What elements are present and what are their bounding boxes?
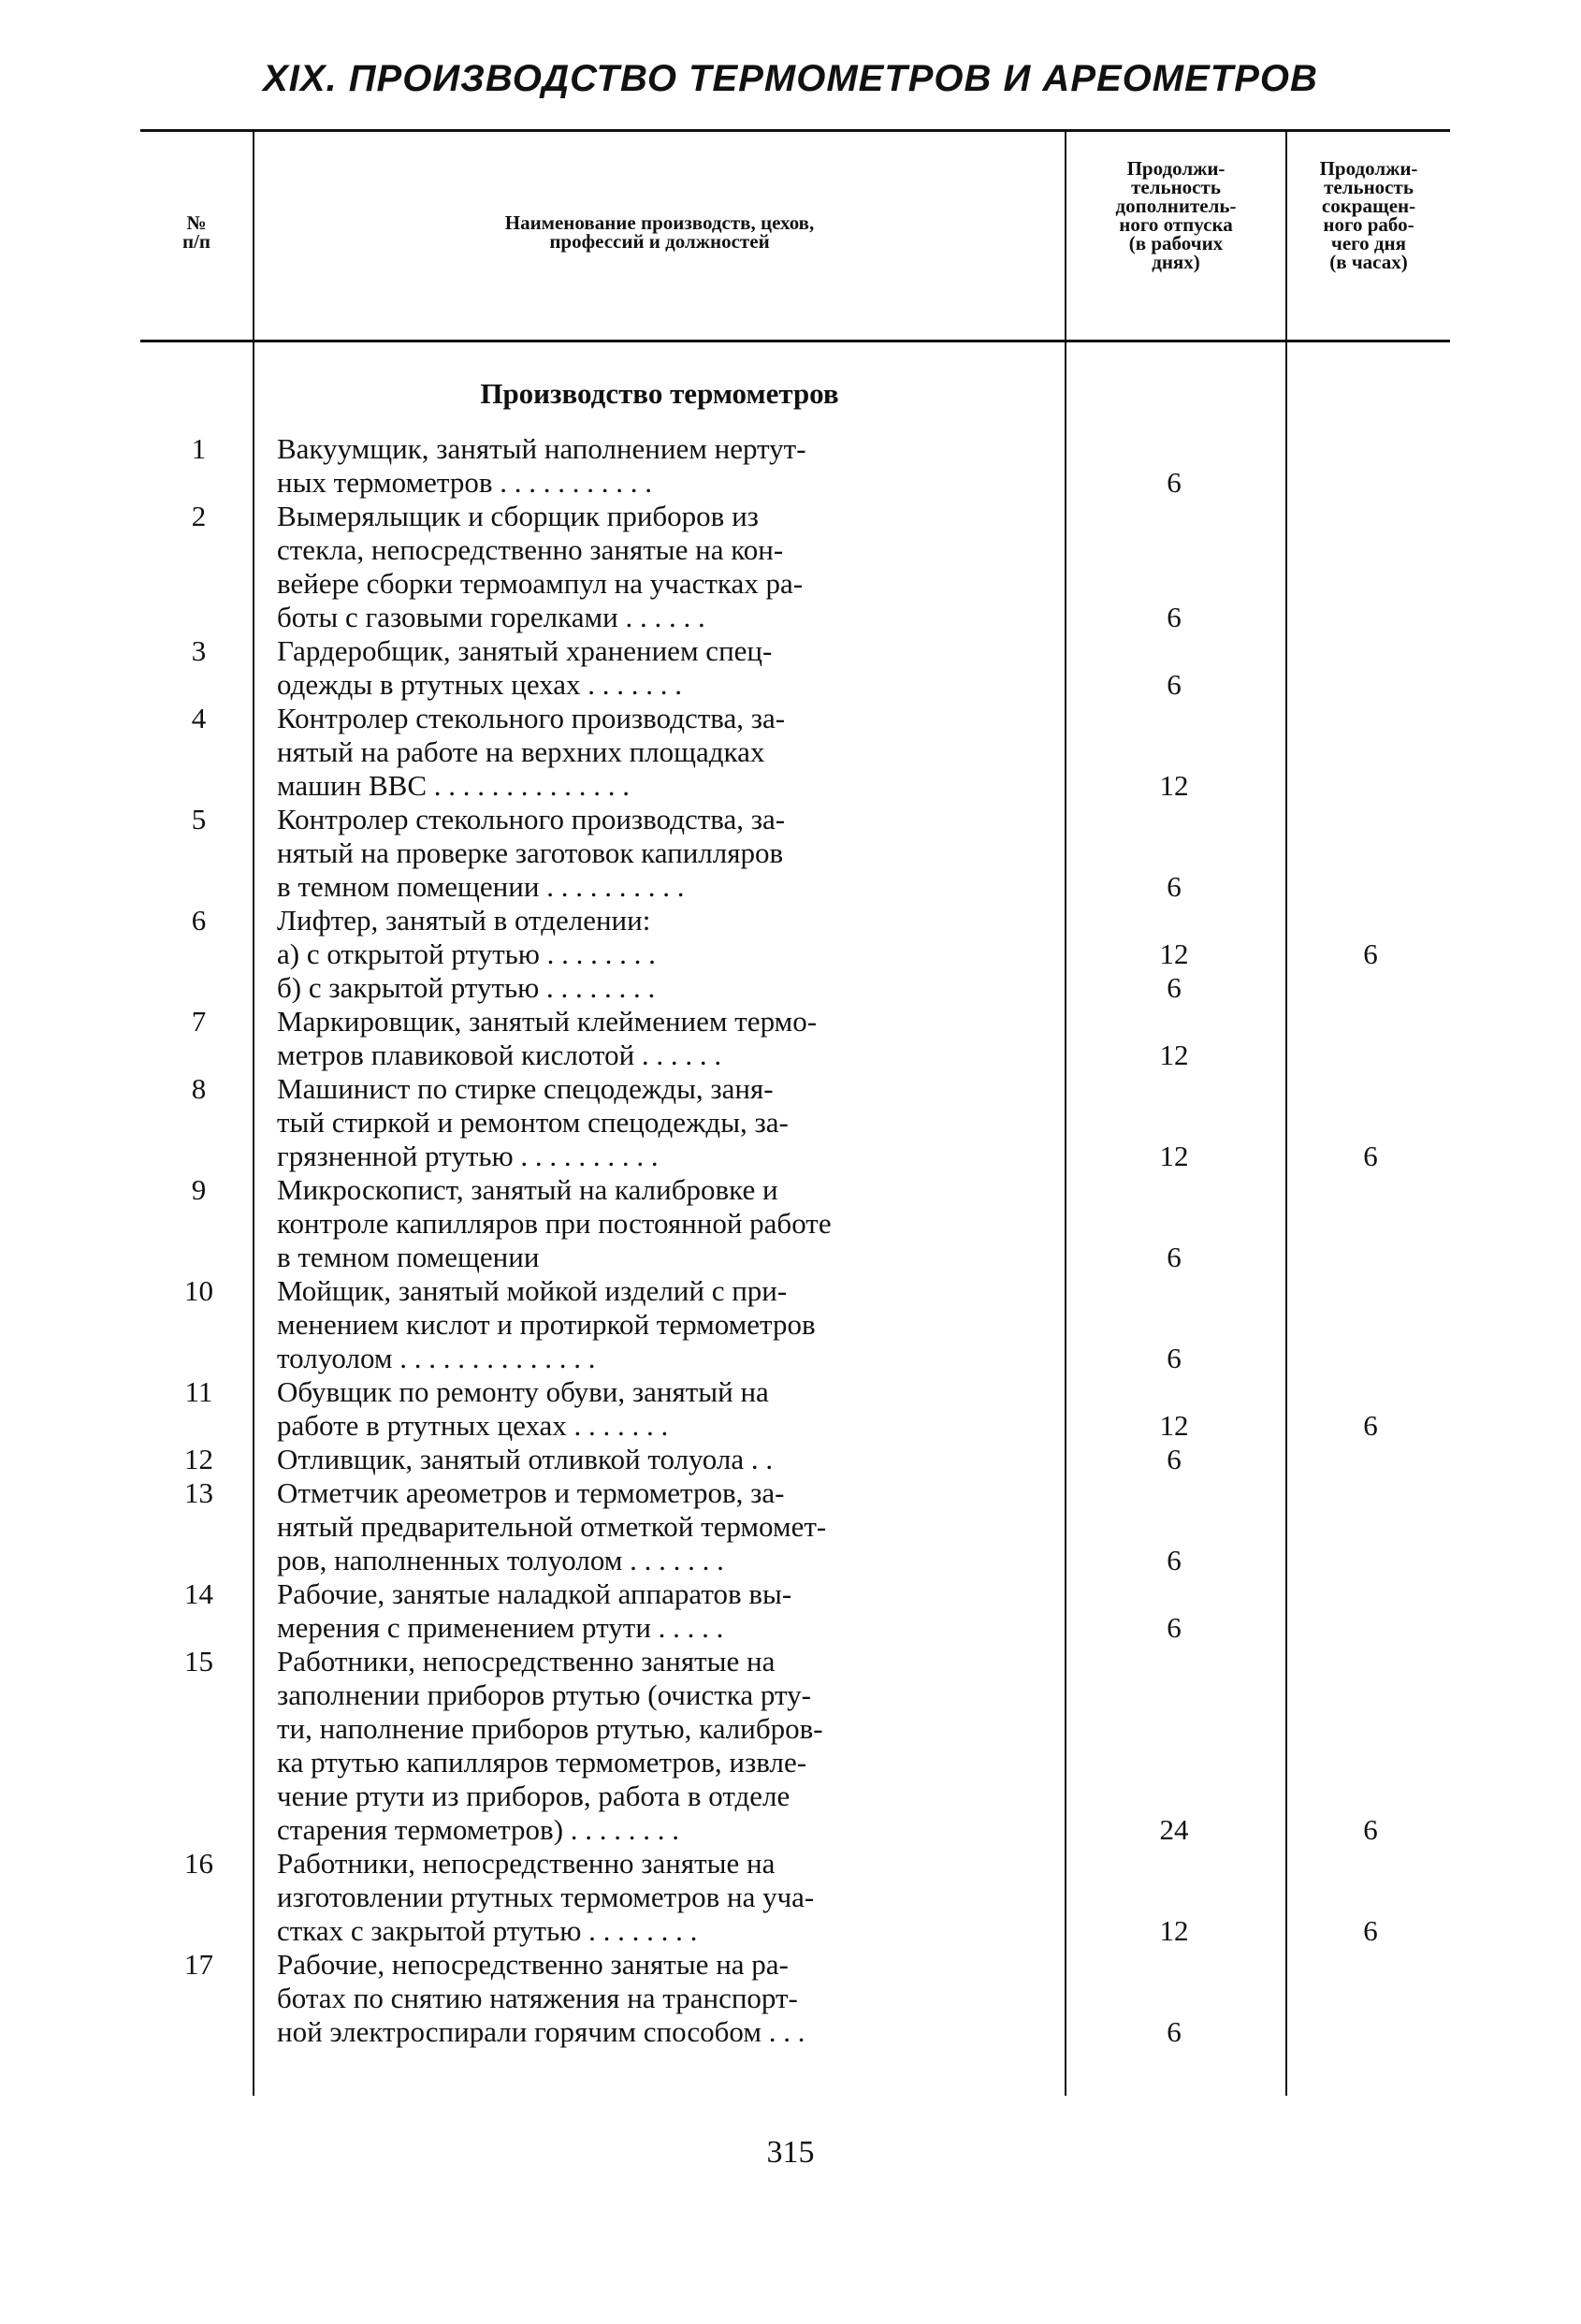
row-number: 13: [184, 1476, 213, 1509]
row-name-line: Мойщик, занятый мойкой изделий с при-: [277, 1274, 788, 1307]
vacation-days: 12: [1159, 1039, 1189, 1071]
row-number: 7: [191, 1005, 207, 1038]
header-line: Продолжи-: [1319, 157, 1418, 180]
row-name-line: метров плавиковой кислотой . . . . . .: [277, 1039, 722, 1071]
row-name-line: стках с закрытой ртутью . . . . . . . .: [277, 1914, 698, 1947]
row-number: 1: [191, 432, 207, 465]
header-bottom-rule: [140, 340, 1450, 342]
row-name: [277, 1847, 1055, 1948]
row-number: 6: [191, 904, 207, 937]
row-name-line: ботах по снятию натяжения на транспорт-: [277, 1982, 798, 2014]
short-day-hours: 6: [1363, 1140, 1378, 1172]
header-line: тельность: [1324, 176, 1414, 198]
row-number: 2: [191, 500, 207, 532]
row-number: 11: [184, 1375, 213, 1408]
vacation-days: 12: [1159, 937, 1189, 970]
header-num: [140, 213, 253, 251]
header-line: сокращен-: [1321, 195, 1416, 217]
row-name-line: Контролер стекольного производства, за-: [277, 702, 786, 734]
row-name: [277, 1005, 1055, 1072]
row-name-line: Работники, непосредственно занятые на: [277, 1645, 776, 1678]
row-number: 17: [184, 1948, 213, 1981]
row-name-line: ров, наполненных толуолом . . . . . . .: [277, 1544, 724, 1576]
header-line: дополнитель-: [1115, 195, 1237, 217]
vacation-days: 12: [1159, 1140, 1189, 1172]
row-number: 14: [184, 1577, 213, 1610]
header-line: ного отпуска: [1119, 213, 1233, 236]
row-name-line: Контролер стекольного производства, за-: [277, 803, 786, 835]
vacation-days: 12: [1159, 1409, 1189, 1442]
row-name-line: работе в ртутных цехах . . . . . . .: [277, 1409, 669, 1442]
row-name: [277, 432, 1055, 500]
row-name: [277, 904, 1055, 1005]
row-number: 9: [191, 1173, 207, 1206]
page-title: XIX. ПРОИЗВОДСТВО ТЕРМОМЕТРОВ И АРЕОМЕТРОВ: [263, 58, 1318, 99]
row-name-line: контроле капилляров при постоянной работе: [277, 1207, 832, 1240]
vacation-days: 6: [1167, 1611, 1182, 1644]
row-name-line: Микроскопист, занятый на калибровке и: [277, 1173, 778, 1206]
vacation-days: 24: [1159, 1813, 1189, 1846]
vacation-days: 6: [1167, 1544, 1182, 1576]
vacation-days: 6: [1167, 1241, 1182, 1273]
vacation-days: 6: [1167, 466, 1182, 499]
header-line: тельность: [1131, 176, 1221, 198]
row-name: [277, 1443, 1055, 1476]
vacation-days: 6: [1167, 2015, 1182, 2048]
row-name: [277, 500, 1055, 634]
row-name-line: нятый на работе на верхних площадках: [277, 735, 765, 768]
row-name: [277, 803, 1055, 904]
header-line: №: [186, 211, 207, 234]
row-number: 5: [191, 803, 207, 835]
row-name: [277, 1577, 1055, 1645]
vacation-days: 6: [1167, 870, 1182, 903]
short-day-hours: 6: [1363, 1409, 1378, 1442]
row-name: [277, 1072, 1055, 1173]
header-line: п/п: [181, 230, 211, 253]
row-name-line: нятый на проверке заготовок капилляров: [277, 836, 784, 869]
row-number: 15: [184, 1645, 213, 1678]
vacation-days: 6: [1167, 601, 1182, 633]
row-name: [277, 1274, 1055, 1375]
short-day-hours: 6: [1363, 1813, 1378, 1846]
row-name: [277, 1476, 1055, 1577]
vacation-days: 12: [1159, 1914, 1189, 1947]
short-day-hours: 6: [1363, 937, 1378, 970]
section-title: Производство термометров: [480, 377, 839, 410]
row-name: [277, 1645, 1055, 1847]
column-divider-2: [1065, 131, 1066, 2096]
row-number: 10: [184, 1274, 213, 1307]
row-name-line: тый стиркой и ремонтом спецодежды, за-: [277, 1106, 789, 1139]
row-name-line: Отметчик ареометров и термометров, за-: [277, 1476, 785, 1509]
row-name-line: чение ртути из приборов, работа в отделе: [277, 1779, 790, 1812]
row-name-line: Рабочие, непосредственно занятые на ра-: [277, 1948, 789, 1981]
row-name: [277, 702, 1055, 803]
row-name-line: б) с закрытой ртутью . . . . . . . .: [277, 971, 656, 1004]
header-line: профессий и должностей: [549, 230, 770, 253]
row-number: 3: [191, 634, 207, 667]
vacation-days: 6: [1167, 1342, 1182, 1374]
row-number: 12: [184, 1443, 213, 1475]
column-divider-3: [1285, 131, 1287, 2096]
row-name: [277, 1173, 1055, 1274]
row-name: [277, 1375, 1055, 1443]
row-name-line: стекла, непосредственно занятые на кон-: [277, 533, 784, 566]
row-name-line: толуолом . . . . . . . . . . . . . .: [277, 1342, 596, 1374]
row-name-line: Вакуумщик, занятый наполнением нертут-: [277, 432, 806, 465]
row-name-line: Гардеробщик, занятый хранением спец-: [277, 634, 773, 667]
row-name-line: Обувщик по ремонту обуви, занятый на: [277, 1375, 769, 1408]
header-line: днях): [1152, 251, 1200, 273]
vacation-days: 12: [1159, 769, 1189, 802]
row-name-line: в темном помещении: [277, 1241, 540, 1273]
row-name-line: боты с газовыми горелками . . . . . .: [277, 601, 705, 633]
header-vacation: [1066, 159, 1285, 271]
header-line: (в часах): [1329, 251, 1408, 273]
row-name-line: нятый предварительной отметкой термомет-: [277, 1510, 827, 1543]
header-shortday: [1287, 159, 1450, 271]
row-name: [277, 634, 1055, 702]
row-name-line: Вымерялыщик и сборщик приборов из: [277, 500, 759, 532]
row-name-line: машин ВВС . . . . . . . . . . . . . .: [277, 769, 630, 802]
row-name-line: заполнении приборов ртутью (очистка рту-: [277, 1678, 811, 1711]
row-name-line: Работники, непосредственно занятые на: [277, 1847, 776, 1880]
header-top-rule: [140, 129, 1450, 132]
row-name-line: Рабочие, занятые наладкой аппаратов вы-: [277, 1577, 792, 1610]
header-line: Продолжи-: [1126, 157, 1226, 180]
row-name-line: Машинист по стирке спецодежды, заня-: [277, 1072, 774, 1105]
header-name: [254, 213, 1065, 251]
row-name-line: мерения с применением ртути . . . . .: [277, 1611, 724, 1644]
row-name-line: ка ртутью капилляров термометров, извле-: [277, 1746, 807, 1779]
page-number: 315: [766, 2135, 815, 2170]
row-name-line: изготовлении ртутных термометров на уча-: [277, 1881, 815, 1913]
row-name-line: старения термометров) . . . . . . . .: [277, 1813, 680, 1846]
row-name-line: ной электроспирали горячим способом . . .: [277, 2015, 805, 2048]
row-name-line: Отливщик, занятый отливкой толуола . .: [277, 1443, 774, 1475]
row-name-line: в темном помещении . . . . . . . . . .: [277, 870, 685, 903]
row-name-line: а) с открытой ртутью . . . . . . . .: [277, 937, 656, 970]
row-number: 8: [191, 1072, 207, 1105]
row-name-line: Маркировщик, занятый клеймением термо-: [277, 1005, 818, 1038]
row-number: 4: [191, 702, 207, 734]
vacation-days: 6: [1167, 971, 1182, 1004]
vacation-days: 6: [1167, 1443, 1182, 1475]
row-name-line: вейере сборки термоампул на участках ра-: [277, 567, 804, 600]
row-name-line: ти, наполнение приборов ртутью, калибров-: [277, 1712, 823, 1745]
row-name-line: грязненной ртутью . . . . . . . . . .: [277, 1140, 659, 1172]
row-name: [277, 1948, 1055, 2049]
vacation-days: 6: [1167, 668, 1182, 701]
row-name-line: ных термометров . . . . . . . . . . .: [277, 466, 652, 499]
header-line: чего дня: [1330, 232, 1406, 254]
row-name-line: Лифтер, занятый в отделении:: [277, 904, 651, 937]
short-day-hours: 6: [1363, 1914, 1378, 1947]
header-line: (в рабочих: [1128, 232, 1224, 254]
header-line: ного рабо-: [1323, 213, 1414, 236]
column-divider-1: [253, 131, 254, 2096]
row-name-line: менением кислот и протиркой термометров: [277, 1308, 816, 1341]
header-line: Наименование производств, цехов,: [504, 211, 815, 234]
row-name-line: одежды в ртутных цехах . . . . . . .: [277, 668, 683, 701]
row-number: 16: [184, 1847, 213, 1880]
